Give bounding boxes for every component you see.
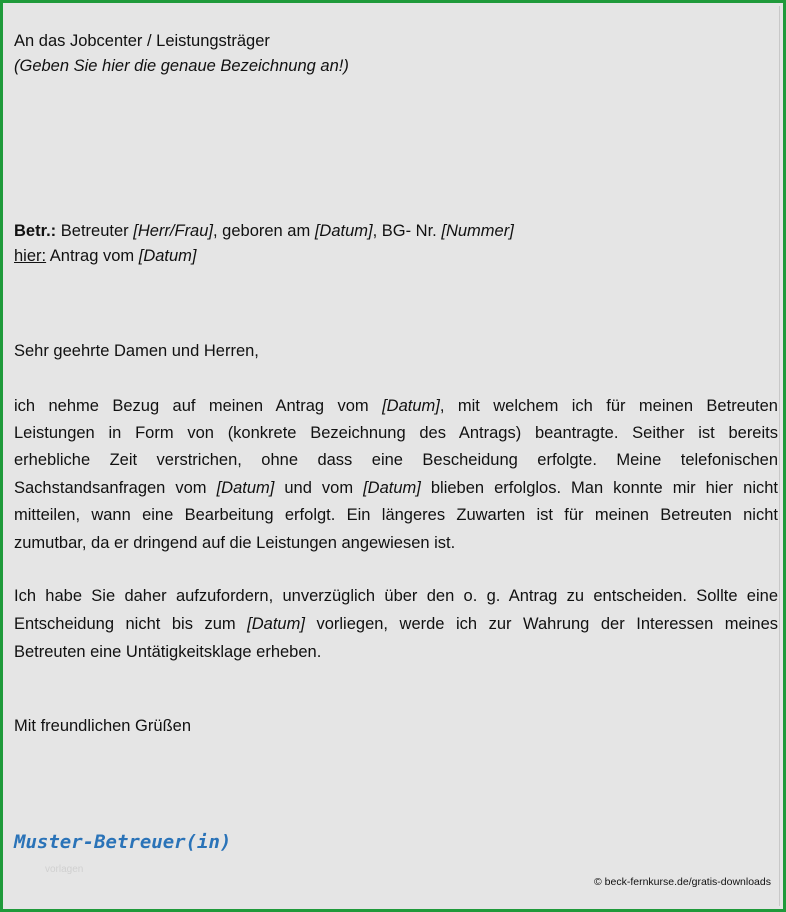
paragraph1-line-6: zumutbar, da er dringend auf die Leistungen angewiesen ist. bbox=[14, 534, 456, 552]
signature-subtext: vorlagen bbox=[45, 864, 84, 875]
p1-l4-text-c: blieben erfolglos. Man konnte mir hier nicht bbox=[420, 479, 778, 497]
subject-line bbox=[14, 222, 514, 241]
p1-l4-text-b: und vom bbox=[274, 479, 364, 497]
hier-label: hier: bbox=[14, 247, 47, 265]
paragraph1-line-2: Leistungen in Form von (konkrete Bezeichnung des Antrags) beantragte. Seither ist bereits bbox=[14, 424, 778, 442]
placeholder-date: [Datum] bbox=[363, 479, 421, 497]
footer-copyright: © beck-fernkurse.de/gratis-downloads bbox=[594, 876, 771, 888]
p2-l2-text-b: vorliegen, werde ich zur Wahrung der Interessen meines bbox=[304, 615, 778, 633]
subject-text-2: , geboren am bbox=[213, 222, 315, 240]
recipient-line-1: An das Jobcenter / Leistungsträger bbox=[14, 32, 270, 50]
p2-l2-text-a: Entscheidung nicht bis zum bbox=[14, 615, 248, 633]
paragraph1-line-5: mitteilen, wann eine Bearbeitung erfolgt. Ein längeres Zuwarten ist für meinen Betreuten nicht bbox=[14, 506, 778, 524]
p1-l1-text-b: , mit welchem ich für meinen Betreuten bbox=[439, 397, 778, 415]
placeholder-date: [Datum] bbox=[382, 397, 440, 415]
subject-text-1: Betreuter bbox=[56, 222, 134, 240]
signature: Muster-Betreuer(in) bbox=[14, 831, 232, 853]
p1-l1-text-a: ich nehme Bezug auf meinen Antrag vom bbox=[14, 397, 383, 415]
hier-line bbox=[14, 247, 197, 266]
placeholder-date: [Datum] bbox=[216, 479, 275, 497]
placeholder-birth-date: [Datum] bbox=[314, 222, 373, 240]
paragraph1-line-4 bbox=[14, 479, 778, 498]
placeholder-application-date: [Datum] bbox=[138, 247, 197, 265]
paragraph1-line-1 bbox=[14, 397, 778, 416]
placeholder-date: [Datum] bbox=[247, 615, 305, 633]
recipient-line-2: (Geben Sie hier die genaue Bezeichnung an!) bbox=[14, 57, 349, 75]
placeholder-herr-frau: [Herr/Frau] bbox=[133, 222, 213, 240]
paragraph2-line-1: Ich habe Sie daher aufzufordern, unverzüglich über den o. g. Antrag zu entscheiden. Sollte eine bbox=[14, 587, 778, 605]
subject-label: Betr.: bbox=[14, 222, 57, 240]
salutation: Sehr geehrte Damen und Herren, bbox=[14, 342, 259, 360]
p1-l4-text-a: Sachstandsanfragen vom bbox=[14, 479, 217, 497]
placeholder-number: [Nummer] bbox=[441, 222, 514, 240]
paragraph1-line-3: erhebliche Zeit verstrichen, ohne dass eine Bescheidung erfolgte. Meine telefonischen bbox=[14, 451, 778, 469]
closing: Mit freundlichen Grüßen bbox=[14, 717, 191, 735]
subject-text-3: , BG- Nr. bbox=[372, 222, 442, 240]
paragraph2-line-3: Betreuten eine Untätigkeitsklage erheben. bbox=[14, 643, 322, 661]
paragraph2-line-2 bbox=[14, 615, 778, 634]
hier-text: Antrag vom bbox=[46, 247, 139, 265]
